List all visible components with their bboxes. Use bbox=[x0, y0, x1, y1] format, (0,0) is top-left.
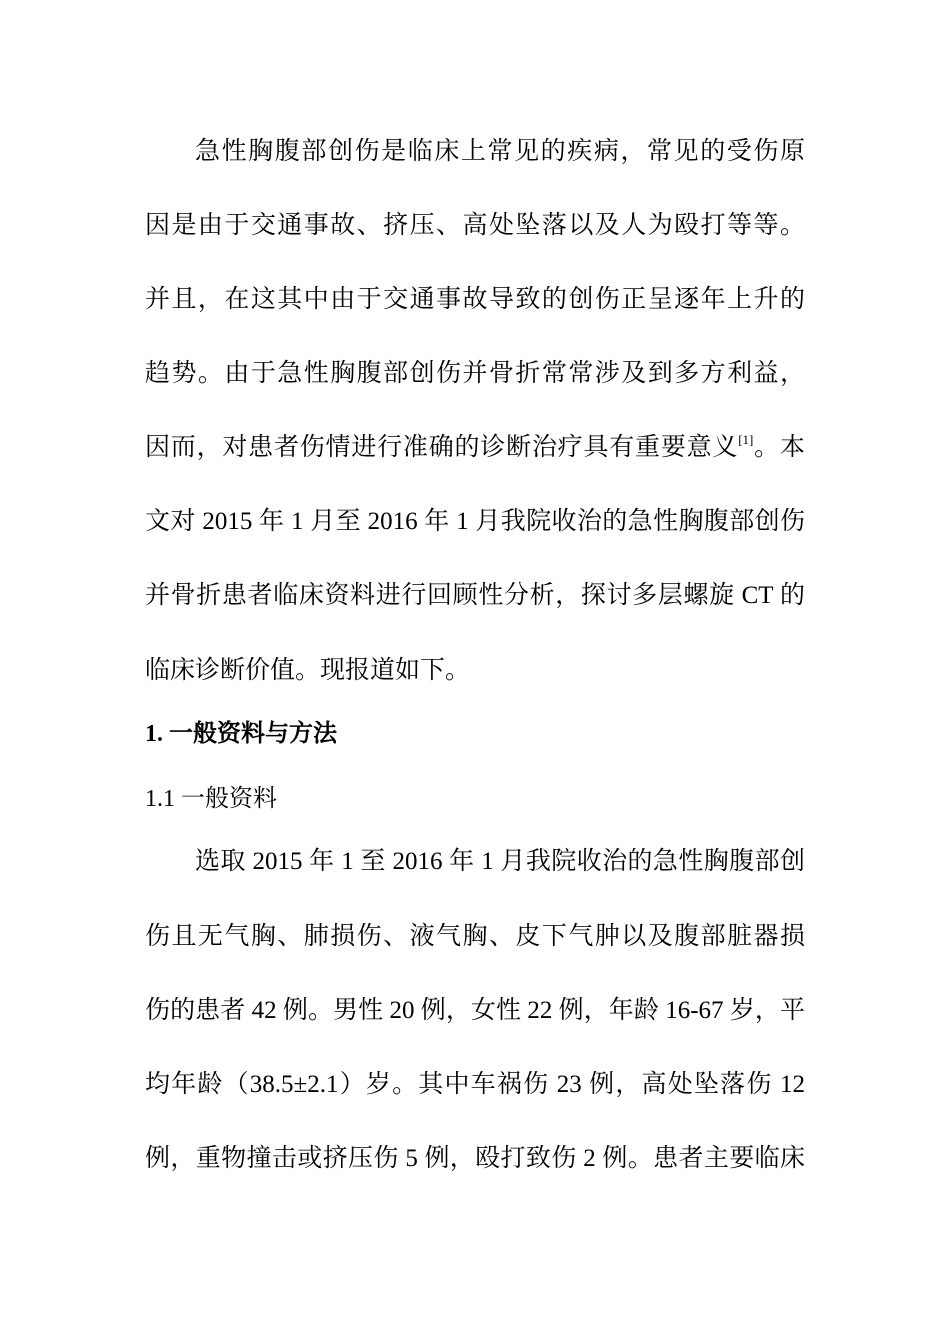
paragraph-2-line-3: 伤的患者 42 例。男性 20 例，女性 22 例，年龄 16-67 岁，平 bbox=[145, 997, 805, 1024]
paragraph-2-line-1: 选取 2015 年 1 至 2016 年 1 月我院收治的急性胸腹部创 bbox=[195, 848, 805, 875]
paragraph-1-line-6: 文对 2015 年 1 月至 2016 年 1 月我院收治的急性胸腹部创伤 bbox=[145, 508, 805, 535]
section-heading: 1. 一般资料与方法 bbox=[145, 721, 337, 747]
subsection-heading: 1.1 一般资料 bbox=[145, 786, 277, 812]
paragraph-1-line-4: 趋势。由于急性胸腹部创伤并骨折常常涉及到多方利益， bbox=[145, 360, 805, 387]
paragraph-1-line-2: 因是由于交通事故、挤压、高处坠落以及人为殴打等等。 bbox=[145, 212, 805, 239]
paragraph-2-line-5: 例，重物撞击或挤压伤 5 例，殴打致伤 2 例。患者主要临床 bbox=[145, 1145, 805, 1172]
paragraph-2-line-2: 伤且无气胸、肺损伤、液气胸、皮下气肿以及腹部脏器损 bbox=[145, 923, 805, 950]
paragraph-1-line-7: 并骨折患者临床资料进行回顾性分析，探讨多层螺旋 CT 的 bbox=[145, 582, 805, 609]
paragraph-1-line-8: 临床诊断价值。现报道如下。 bbox=[145, 657, 471, 684]
paragraph-1-line-1: 急性胸腹部创伤是临床上常见的疾病，常见的受伤原 bbox=[195, 138, 805, 165]
paragraph-2-line-4: 均年龄（38.5±2.1）岁。其中车祸伤 23 例，高处坠落伤 12 bbox=[145, 1071, 805, 1098]
citation-reference: [1] bbox=[738, 432, 754, 447]
paragraph-1-line-5-text: 因而，对患者伤情进行准确的诊断治疗具有重要意义 bbox=[145, 434, 739, 461]
paragraph-1-line-5 bbox=[145, 432, 805, 464]
paragraph-1-line-3: 并且，在这其中由于交通事故导致的创伤正呈逐年上升的 bbox=[145, 286, 805, 313]
paragraph-1-line-5-tail: 。本 bbox=[753, 434, 805, 461]
